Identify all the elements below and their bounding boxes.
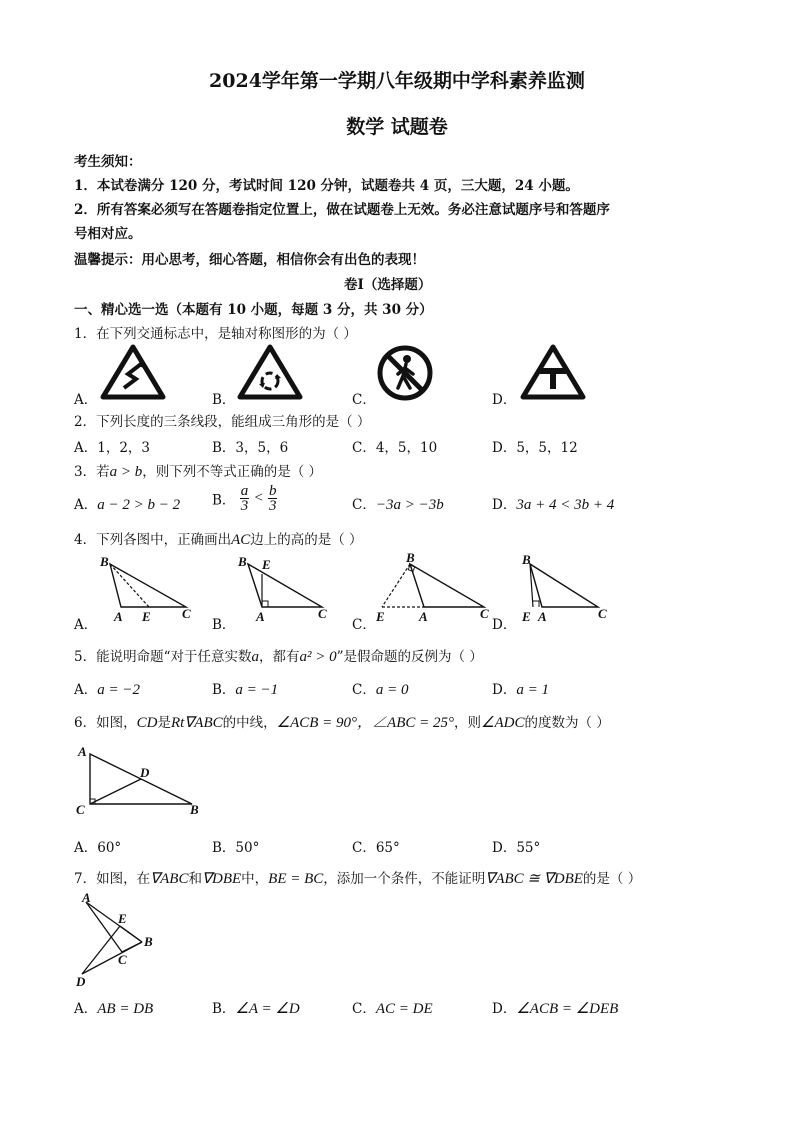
q7-option-b-math: ∠A = ∠D	[235, 1001, 300, 1017]
q5-proposition: a² > 0	[299, 649, 337, 665]
q7-stem	[74, 867, 641, 888]
q7-option-c	[352, 997, 433, 1018]
vertex-a-label: A	[78, 744, 87, 759]
q5-option-b-math: a = −1	[235, 682, 279, 698]
q3-option-d-label: D．	[492, 497, 517, 513]
q3-option-c-math: −3a > −3b	[375, 497, 444, 513]
q7-stem-text-3: ，添加一个条件，不能证明	[323, 871, 486, 887]
q7-option-b	[212, 997, 300, 1018]
q7-option-a-label: A．	[74, 1001, 98, 1017]
q2-option-b: B．3，5，6	[212, 440, 289, 456]
q4-stem-text-end: 边上的高的是（ ）	[250, 532, 363, 548]
vertex-b-label: B	[144, 934, 153, 949]
winding-road-sign-icon	[100, 344, 166, 400]
foot-e-label: E	[142, 609, 151, 624]
q6-stem-text-end: 的度数为（ ）	[524, 715, 610, 731]
q5-stem-text-mid: ，都有	[259, 649, 300, 665]
vertex-c-label: C	[480, 606, 489, 621]
fraction-denominator: 3	[268, 498, 277, 514]
q4-figure-d	[514, 552, 614, 624]
q6-option-d: D．55°	[492, 840, 541, 856]
q1-option-b: B．	[212, 392, 236, 408]
q6-stem-text-3: ，则	[454, 715, 481, 731]
q6-stem-text: 6．如图，	[74, 715, 137, 731]
vertex-c-label: C	[182, 606, 191, 621]
q3-condition: a > b	[109, 464, 143, 480]
vertex-b-label: B	[522, 552, 531, 567]
vertex-b-label: B	[406, 552, 415, 565]
foot-e-label: E	[522, 609, 531, 624]
q3-option-a-label: A．	[74, 497, 98, 513]
q6-option-a: A．60°	[74, 840, 122, 856]
q7-option-d-math: ∠ACB = ∠DEB	[516, 1001, 619, 1017]
vertex-b-label: B	[238, 554, 247, 569]
q4-figure-a	[94, 552, 198, 624]
q7-condition: BE = BC	[268, 871, 324, 887]
midpoint-d-label: D	[140, 765, 150, 780]
q4-option-d: D．	[492, 617, 517, 633]
q5-option-a	[74, 678, 140, 699]
q6-stem-text-2: 的中线，	[222, 715, 277, 731]
q2-option-a: A．1，2，3	[74, 440, 151, 456]
q3-option-d-math: 3a + 4 < 3b + 4	[516, 497, 615, 513]
q3-stem	[74, 460, 322, 481]
notice-tip: 温馨提示：用心思考，细心答题，相信你会有出色的表现！	[74, 252, 425, 268]
q6-figure	[74, 740, 214, 820]
notice-item-2-cont: 号相对应。	[74, 226, 142, 242]
q3-stem-text-end: ，则下列不等式正确的是（ ）	[142, 464, 323, 480]
q5-option-c-math: a = 0	[375, 682, 409, 698]
q4-side-ac: AC	[231, 532, 251, 548]
q5-option-a-label: A．	[74, 682, 98, 698]
q7-triangle-abc: ∇ABC	[150, 871, 189, 887]
q1-stem: 1．在下列交通标志中，是轴对称图形的为（ ）	[74, 326, 357, 342]
q3-option-a	[74, 493, 180, 514]
q3-fraction-a-over-3	[240, 484, 250, 513]
section-heading: 一、精心选一选（本题有 10 小题，每题 3 分，共 30 分）	[74, 302, 433, 318]
q3-option-b-label: B．	[212, 492, 236, 509]
q4-stem-text: 4．下列各图中，正确画出	[74, 532, 232, 548]
q4-option-a: A．	[74, 617, 98, 633]
q6-angles: ∠ACB = 90°，∠ABC = 25°	[276, 715, 454, 731]
q7-option-b-label: B．	[212, 1001, 236, 1017]
exam-title: 2024学年第一学期八年级期中学科素养监测	[209, 70, 585, 92]
q3-option-d	[492, 493, 614, 514]
vertex-a-label: A	[256, 609, 265, 624]
q4-figure-b	[234, 552, 334, 624]
notice-item-1: 1．本试卷满分 120 分，考试时间 120 分钟，试题卷共 4 页，三大题，24 小题。	[74, 178, 579, 194]
fraction-numerator: a	[240, 483, 249, 499]
foot-e-label: E	[262, 557, 271, 572]
vertex-b-label: B	[100, 554, 109, 569]
notice-heading: 考生须知：	[74, 154, 142, 170]
exam-subtitle: 数学 试题卷	[346, 116, 448, 138]
vertex-e-label: E	[118, 911, 127, 926]
q3-option-c-label: C．	[352, 497, 376, 513]
q2-option-d: D．5，5，12	[492, 440, 578, 456]
q3-option-c	[352, 493, 444, 514]
q5-stem	[74, 645, 483, 666]
q1-option-a: A．	[74, 392, 98, 408]
q7-option-d	[492, 997, 618, 1018]
q7-stem-text-2: 中，	[241, 871, 269, 887]
vertex-a-label: A	[114, 609, 123, 624]
vertex-b-label: B	[190, 802, 199, 817]
q6-median: CD	[136, 715, 158, 731]
q5-option-c	[352, 678, 408, 699]
q7-congruence: ∇ABC ≅ ∇DBE	[485, 871, 583, 887]
q5-option-c-label: C．	[352, 682, 376, 698]
vertex-a-label: A	[419, 609, 428, 624]
no-pedestrian-sign-icon	[376, 344, 434, 402]
q5-option-d-label: D．	[492, 682, 517, 698]
q7-option-a	[74, 997, 153, 1018]
q7-stem-text-1: 和	[188, 871, 202, 887]
vertex-d-label: D	[76, 974, 86, 989]
fraction-denominator: 3	[240, 498, 249, 514]
q7-option-c-math: AC = DE	[375, 1001, 433, 1017]
q3-option-a-math: a − 2 > b − 2	[97, 497, 181, 513]
q6-stem-text-1: 是	[157, 715, 171, 731]
vertex-c-label: C	[118, 952, 127, 967]
roundabout-sign-icon	[237, 344, 303, 400]
q4-stem	[74, 528, 363, 549]
vertex-c-label: C	[318, 606, 327, 621]
foot-e-label: E	[376, 609, 385, 624]
vertex-a-label: A	[82, 890, 91, 905]
q7-stem-text-end: 的是（ ）	[582, 871, 642, 887]
notice-item-2: 2．所有答案必须写在答题卷指定位置上，做在试题卷上无效。务必注意试题序号和答题序	[74, 202, 610, 218]
vertex-c-label: C	[76, 802, 85, 817]
q7-stem-text: 7．如图，在	[74, 871, 151, 887]
q2-stem: 2．下列长度的三条线段，能组成三角形的是（ ）	[74, 414, 371, 430]
q5-stem-text-end: ”是假命题的反例为（ ）	[336, 649, 483, 665]
q4-figure-c	[374, 552, 494, 624]
part-title: 卷Ⅰ（选择题）	[344, 277, 432, 293]
q3-fraction-b-over-3	[268, 484, 278, 513]
q5-option-d-math: a = 1	[516, 682, 549, 698]
q6-triangle: Rt∇ABC	[170, 715, 223, 731]
q7-option-d-label: D．	[492, 1001, 517, 1017]
q1-option-c: C．	[352, 392, 376, 408]
q3-option-b	[212, 484, 277, 513]
q4-option-b: B．	[212, 617, 236, 633]
vertex-c-label: C	[598, 606, 607, 621]
q5-stem-text: 5．能说明命题“对于任意实数	[74, 649, 252, 665]
q2-option-c: C．4，5，10	[352, 440, 438, 456]
q6-option-c: C．65°	[352, 840, 400, 856]
q5-option-d	[492, 678, 549, 699]
q5-variable: a	[251, 649, 259, 665]
q5-option-b	[212, 678, 278, 699]
q6-option-b: B．50°	[212, 840, 260, 856]
q7-figure	[72, 890, 172, 990]
q6-stem	[74, 711, 610, 732]
fraction-numerator: b	[268, 483, 277, 499]
q7-option-c-label: C．	[352, 1001, 376, 1017]
q5-option-a-math: a = −2	[97, 682, 140, 698]
q5-option-b-label: B．	[212, 682, 236, 698]
q3-stem-text: 3．若	[74, 464, 110, 480]
q6-target-angle: ∠ADC	[481, 715, 525, 731]
q7-triangle-dbe: ∇DBE	[201, 871, 242, 887]
less-than-sign: <	[253, 490, 264, 506]
t-junction-sign-icon	[520, 344, 586, 400]
vertex-a-label: A	[538, 609, 547, 624]
q4-option-c: C．	[352, 617, 376, 633]
q7-option-a-math: AB = DB	[97, 1001, 154, 1017]
q1-option-d: D．	[492, 392, 517, 408]
